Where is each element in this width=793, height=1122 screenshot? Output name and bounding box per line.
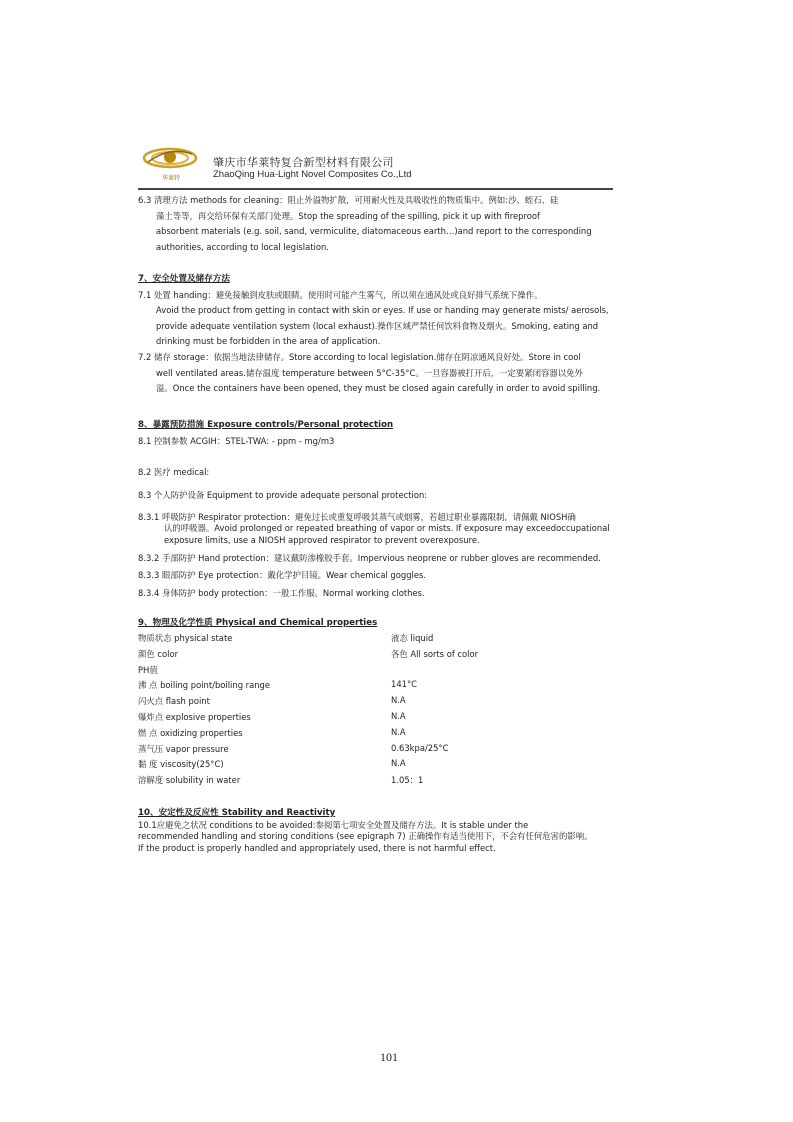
paragraph-line: 10.1应避免之状况 conditions to be avoided:参阅第七项安全处置及储存方法。It is stable under the (138, 819, 529, 830)
paragraph-line: provide adequate ventilation system (local exhaust).操作区域严禁任何饮料食物及烟火。Smoking, eating and (156, 320, 599, 331)
section-7 (138, 272, 618, 397)
property-row (138, 727, 618, 743)
paragraph-line: 藻土等等，再交给环保有关部门处理。Stop the spreading of the spilling, pick it up with fireproof (156, 210, 540, 221)
section-title: 10、安定性及反应性 Stability and Reactivity (138, 808, 336, 818)
paragraph-line: 8.3 个人防护设备 Equipment to provide adequate personal protection: (138, 490, 428, 500)
paragraph-line: 6.3 清理方法 methods for cleaning：阻止外溢物扩散，可用耐火性及具吸收性的物质集中。例如:沙、蛭石、硅 (138, 195, 559, 205)
section-8 (138, 418, 618, 449)
property-row (138, 774, 618, 790)
paragraph-line: 7.2 储存 storage：依据当地法律储存。Store according to local legislation.储存在阴凉通风良好处。Store in cool (138, 351, 581, 362)
paragraph-line: If the product is properly handled and appropriately used, there is not harmful effect. (138, 842, 496, 853)
property-label: 黏 度 viscosity(25°C) (138, 759, 224, 770)
property-label: 物质状态 physical state (138, 633, 233, 643)
section-8-3 (138, 488, 618, 504)
property-value: 液态 liquid (391, 633, 434, 643)
letterhead (138, 140, 613, 186)
property-row (138, 758, 618, 774)
property-value: N.A (391, 726, 406, 737)
paragraph-line: 溢。Once the containers have been opened, they must be closed again carefully in order to avoid spilling. (156, 383, 601, 394)
header-divider (138, 188, 613, 190)
property-label: 溶解度 solubility in water (138, 775, 241, 786)
paragraph-line: exposure limits, use a NIOSH approved respirator to prevent overexposure. (164, 534, 480, 545)
paragraph-line: authorities, according to local legislation. (156, 241, 329, 252)
property-row (138, 632, 618, 648)
company-logo (142, 142, 198, 184)
paragraph-line: well ventilated areas.储存温度 temperature between 5°C-35°C。一旦容器被打开后，一定要紧闭容器以免外 (156, 367, 583, 378)
paragraph-line: drinking must be forbidden in the area of application. (156, 336, 381, 347)
section-title: 7、安全处置及储存方法 (138, 274, 230, 284)
property-label: 燃 点 oxidizing properties (138, 727, 243, 738)
paragraph-line: 认的呼吸器。Avoid prolonged or repeated breathing of vapor or mists. If exposure may exceedoccupational (164, 523, 610, 534)
property-row (138, 648, 618, 664)
property-row (138, 695, 618, 711)
property-value: 各色 All sorts of color (391, 648, 479, 659)
paragraph-line: 8.1 控制参数 ACGIH：STEL-TWA: - ppm - mg/m3 (138, 435, 335, 446)
section-9-title (138, 616, 618, 632)
paragraph-line: 8.3.3 眼部防护 Eye protection：戴化学护目镜。Wear chemical goggles. (138, 569, 427, 580)
property-row (138, 664, 618, 680)
paragraph-line: 8.3.4 身体防护 body protection：一般工作服。Normal working clothes. (138, 588, 425, 598)
property-value: 1.05：1 (391, 775, 424, 786)
property-value: 141°C (391, 679, 418, 690)
paragraph-line: Avoid the product from getting in contact with skin or eyes. If use or handing may generate mists/ aerosols, (156, 305, 609, 316)
section-10 (138, 808, 618, 854)
paragraph-line: 8.3.2 手部防护 Hand protection：建议戴防渗橡胶手套。Impervious neoprene or rubber gloves are recommended. (138, 553, 601, 563)
company-name-en: ZhaoQing Hua-Light Novel Composites Co.,Ltd (213, 169, 412, 180)
property-label: 闪火点 flash point (138, 696, 210, 707)
paragraph-line: recommended handling and storing conditions (see epigraph 7) 正确操作有适当使用下，不会有任何危害的影响。 (138, 831, 593, 842)
paragraph-line: 8.2 医疗 medical: (138, 467, 210, 477)
section-title: 9、物理及化学性质 Physical and Chemical properties (138, 618, 378, 628)
property-value: N.A (391, 695, 406, 706)
company-name-cn: 肇庆市华莱特复合新型材料有限公司 (213, 156, 394, 169)
property-label: 颜色 color (138, 648, 179, 659)
logo-text: 华莱特 (162, 175, 181, 182)
section-6-3 (138, 193, 618, 255)
property-label: PH值 (138, 664, 158, 675)
property-label: 沸 点 boiling point/boiling range (138, 680, 271, 691)
page-number: 101 (380, 1050, 398, 1064)
section-8-3-1 (138, 512, 618, 546)
property-value: N.A (391, 758, 406, 769)
property-label: 蒸气压 vapor pressure (138, 743, 229, 754)
property-row (138, 743, 618, 759)
property-value: 0.63kpa/25°C (391, 742, 449, 753)
section-8-3-2-to-4 (138, 550, 618, 602)
paragraph-line: absorbent materials (e.g. soil, sand, vermiculite, diatomaceous earth…)and report to the corresponding (156, 226, 592, 237)
property-row (138, 679, 618, 695)
paragraph-line: 8.3.1 呼吸防护 Respirator protection：避免过长或重复呼吸其蒸气或烟雾，若超过职业暴露限制，请佩戴 NIOSH确 (138, 512, 576, 522)
section-title: 8、暴露预防措施 Exposure controls/Personal protection (138, 420, 394, 430)
property-label: 爆炸点 explosive properties (138, 712, 251, 722)
property-row (138, 711, 618, 727)
section-8-2 (138, 465, 618, 481)
property-value: N.A (391, 711, 406, 721)
paragraph-line: 7.1 处置 handing：避免接触到皮肤或眼睛。使用时可能产生雾气，所以须在通风处或良好排气系统下操作。 (138, 289, 543, 300)
